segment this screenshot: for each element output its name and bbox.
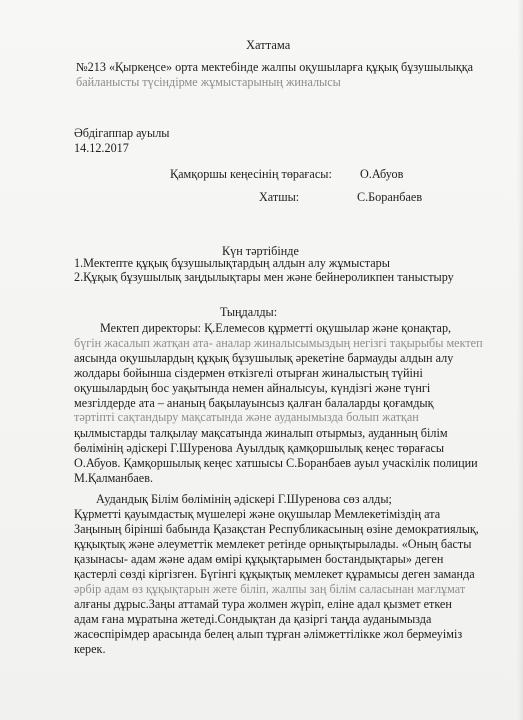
agenda-title: Күн тәртібінде	[222, 244, 299, 258]
body-line: бүгін жасалып жатқан ата- аналар жиналысымыздың негізгі тақырыбы мектеп	[74, 336, 483, 350]
body-line: жолдары бойынша сіздермен өткізгелі отырған жиналыстың түйіні	[74, 366, 423, 380]
body-line: Құрметті қауымдастық мүшелері және оқушылар Мемлекетіміздің ата	[74, 507, 441, 521]
body-line: О.Абуов. Қамқоршылық кеңес хатшысы С.Боранбаев ауыл учаскілік полиции	[74, 456, 478, 470]
body-line: Аудандық Білім бөлімінің әдіскері Г.Шуренова сөз алды;	[96, 492, 392, 506]
body-line: қазынасы- адам және адам өмірі құқықтарымен бостандықтары» деген	[74, 552, 444, 566]
body-line: тәртіпті сақтандыру мақсатында және ауданымызда болып жатқан	[74, 410, 419, 424]
body-line: оқушылардың бос уақытында немен айналысуы, күндізгі және түнгі	[74, 381, 431, 395]
body-line: адам ғана мұратына жетеді.Сондықтан да қазіргі таңда ауданымызда	[74, 612, 432, 626]
document-subtitle-line-2: байланысты түсіндірме жұмыстарының жиналысы	[76, 75, 341, 89]
body-line: қылмыстарды талқылау мақсатында жиналып отырмыз, ауданның білім	[74, 426, 448, 440]
agenda-item: 1.Мектепте құқық бұзушылықтардың алдын алу жұмыстары	[74, 256, 390, 270]
meeting-place: Әбдігаппар ауылы	[74, 126, 170, 140]
agenda-item: 2.Құқық бұзушылық заңдылықтары мен және бейнероликпен таныстыру	[74, 270, 454, 284]
body-line: Мектеп директоры: Қ.Елемесов құрметті оқушылар және қонақтар,	[100, 321, 452, 335]
body-line: алғаны дұрыс.Заңы аттамай тура жолмен жүріп, еліне адал қызмет еткен	[74, 597, 452, 611]
body-line: қастерлі сөзді кіргізген. Бүгінгі құқықтық мемлекет құрамысы деген заманда	[74, 567, 475, 581]
body-line: мезгілдерде ата – ананың бақылауынсыз қалған балаларды қоғамдық	[74, 396, 434, 410]
secretary-role-label: Хатшы:	[259, 190, 300, 204]
chair-name: О.Абуов	[360, 167, 404, 181]
secretary-name: С.Боранбаев	[357, 190, 423, 204]
body-line: аясында оқушылардың құқық бұзушылық әрекетіне бармауды алдын алу	[74, 351, 454, 365]
body-line: Заңының бірінші бабында Қазақстан Республикасының өзіне демократиялық,	[74, 522, 479, 536]
body-line: әрбір адам өз құқықтарын жете біліп, жалпы заң білім саласынан мағлұмат	[74, 582, 466, 596]
document-subtitle-line-1: №213 «Қыркеңсе» орта мектебінде жалпы оқушыларға құқық бұзушылыққа	[76, 60, 474, 74]
body-line: құқықтық және әлеуметтік мемлекет ретінде орнықтырылады. «Оның басты	[74, 537, 472, 551]
chair-role-label: Қамқоршы кеңесінің төрағасы:	[170, 167, 332, 181]
scan-edge-shadow	[517, 0, 523, 720]
body-line: керек.	[74, 642, 106, 656]
heard-title: Тыңдалды:	[220, 305, 278, 319]
body-line: жасөспірімдер арасында белең алып тұрған әлімжеттілікке жол бермеуіміз	[74, 627, 463, 641]
document-title: Хаттама	[246, 38, 291, 52]
meeting-date: 14.12.2017	[74, 141, 129, 155]
body-line: М.Қалманбаев.	[74, 471, 153, 485]
body-line: бөлімінің әдіскері Г.Шуренова Ауылдық қамқоршылық кеңес төрағасы	[74, 441, 445, 455]
